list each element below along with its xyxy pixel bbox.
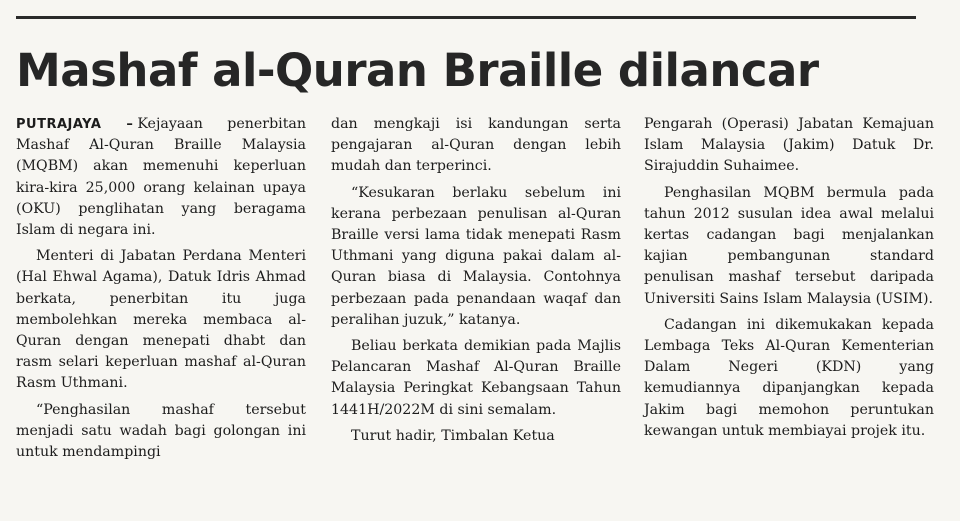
article-paragraph: Beliau berkata demikian pada Majlis Pelancaran Mashaf Al-Quran Braille Malaysia Peringkat Kebangsaan Tahun 1441H/2022M di sini semalam. [331, 338, 621, 418]
top-rule [16, 16, 916, 19]
paragraph-text: Kejayaan penerbitan Mashaf Al-Quran Braille Malaysia (MQBM) akan memenuhi keperluan kira-kira 25,000 orang kelainan upaya (OKU) penglihatan yang beragama Islam di negara ini. [16, 116, 307, 239]
article-paragraph: Cadangan ini dikemukakan kepada Lembaga Teks Al-Quran Kementerian Dalam Negeri (KDN) yang kemudiannya dipanjangkan kepada Jakim bagi memohon peruntukan kewangan untuk membiayai projek itu. [644, 316, 934, 439]
article-paragraph: “Penghasilan mashaf tersebut menjadi satu wadah bagi golongan ini untuk mendampingi [16, 401, 306, 461]
article-column-3 [644, 114, 934, 447]
article-paragraph: Menteri di Jabatan Perdana Menteri (Hal Ehwal Agama), Datuk Idris Ahmad berkata, penerbitan itu juga membolehkan mereka membaca al-Quran dengan menepati dhabt dan rasm selari keperluan mashaf al-Quran Rasm Uthmani. [16, 248, 306, 392]
dateline: PUTRAJAYA – [16, 117, 134, 132]
article-paragraph [16, 114, 306, 241]
article-column-1 [16, 114, 306, 468]
article-paragraph: Pengarah (Operasi) Jabatan Kemajuan Islam Malaysia (Jakim) Datuk Dr. Sirajuddin Suhaimee. [644, 116, 934, 175]
article-column-2 [331, 114, 621, 452]
article-paragraph: “Kesukaran berlaku sebelum ini kerana perbezaan penulisan al-Quran Braille versi lama tidak menepati Rasm Uthmani yang diguna pakai dalam al-Quran biasa di Malaysia. Contohnya perbezaan pada penandaan waqaf dan peralihan juzuk,” katanya. [331, 184, 621, 328]
article-body [16, 114, 936, 514]
article-paragraph: dan mengkaji isi kandungan serta pengajaran al-Quran dengan lebih mudah dan terperinci. [331, 116, 621, 175]
article-paragraph: Turut hadir, Timbalan Ketua [351, 427, 555, 444]
article-paragraph: Penghasilan MQBM bermula pada tahun 2012 susulan idea awal melalui kertas cadangan bagi menjalankan kajian pembangunan standard penulisan mashaf tersebut daripada Universiti Sains Islam Malaysia (USIM). [644, 184, 934, 307]
headline: Mashaf al-Quran Braille dilancar [16, 44, 819, 97]
